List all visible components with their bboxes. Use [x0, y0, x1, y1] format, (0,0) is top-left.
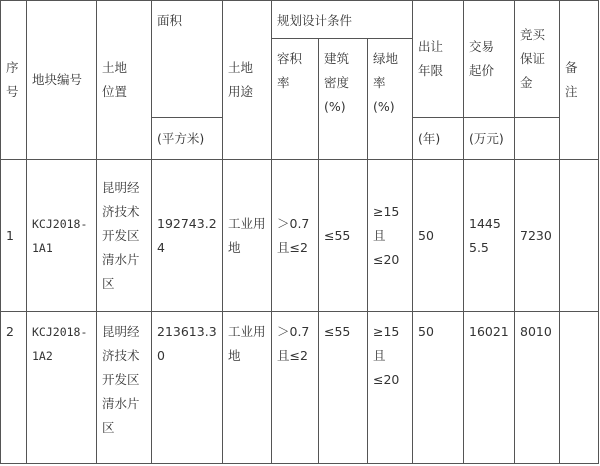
header-term: 出让 年限 [413, 1, 464, 118]
cell-seq: 1 [1, 160, 27, 312]
header-area-unit: (平方米) [152, 118, 223, 160]
header-land-use: 土地 用途 [223, 1, 272, 160]
header-location: 土地 位置 [97, 1, 152, 160]
header-seq: 序 号 [1, 1, 27, 160]
header-parcel-code: 地块编号 [27, 1, 97, 160]
header-term-unit: (年) [413, 118, 464, 160]
cell-start-price: 14455.5 [464, 160, 515, 312]
header-deposit-unit [515, 118, 560, 160]
cell-location: 昆明经 济技术 开发区 清水片 区 [97, 160, 152, 312]
cell-deposit: 8010 [515, 312, 560, 464]
header-far: 容积 率 [272, 39, 319, 160]
cell-remark [560, 160, 599, 312]
header-deposit: 竞买 保证 金 [515, 1, 560, 118]
header-remark: 备 注 [560, 1, 599, 160]
cell-density: ≤55 [319, 312, 368, 464]
table-row [1, 312, 599, 464]
header-row [1, 1, 599, 39]
header-area: 面积 [152, 1, 223, 118]
header-start-price: 交易 起价 [464, 1, 515, 118]
cell-parcel-code: KCJ2018- 1A2 [27, 312, 97, 464]
cell-area: 213613.30 [152, 312, 223, 464]
cell-seq: 2 [1, 312, 27, 464]
header-planning-conditions: 规划设计条件 [272, 1, 413, 39]
cell-term: 50 [413, 312, 464, 464]
cell-density: ≤55 [319, 160, 368, 312]
cell-remark [560, 312, 599, 464]
header-price-unit: (万元) [464, 118, 515, 160]
cell-green-rate: ≥15 且 ≤20 [368, 312, 413, 464]
cell-green-rate: ≥15 且 ≤20 [368, 160, 413, 312]
cell-land-use: 工业用 地 [223, 312, 272, 464]
cell-deposit: 7230 [515, 160, 560, 312]
header-density: 建筑 密度 (%) [319, 39, 368, 160]
table-row [1, 160, 599, 312]
cell-far: ＞0.7 且≤2 [272, 312, 319, 464]
cell-area: 192743.24 [152, 160, 223, 312]
cell-term: 50 [413, 160, 464, 312]
cell-start-price: 16021 [464, 312, 515, 464]
cell-land-use: 工业用 地 [223, 160, 272, 312]
cell-location: 昆明经 济技术 开发区 清水片 区 [97, 312, 152, 464]
cell-far: ＞0.7 且≤2 [272, 160, 319, 312]
cell-parcel-code: KCJ2018- 1A1 [27, 160, 97, 312]
header-green-rate: 绿地 率 (%) [368, 39, 413, 160]
